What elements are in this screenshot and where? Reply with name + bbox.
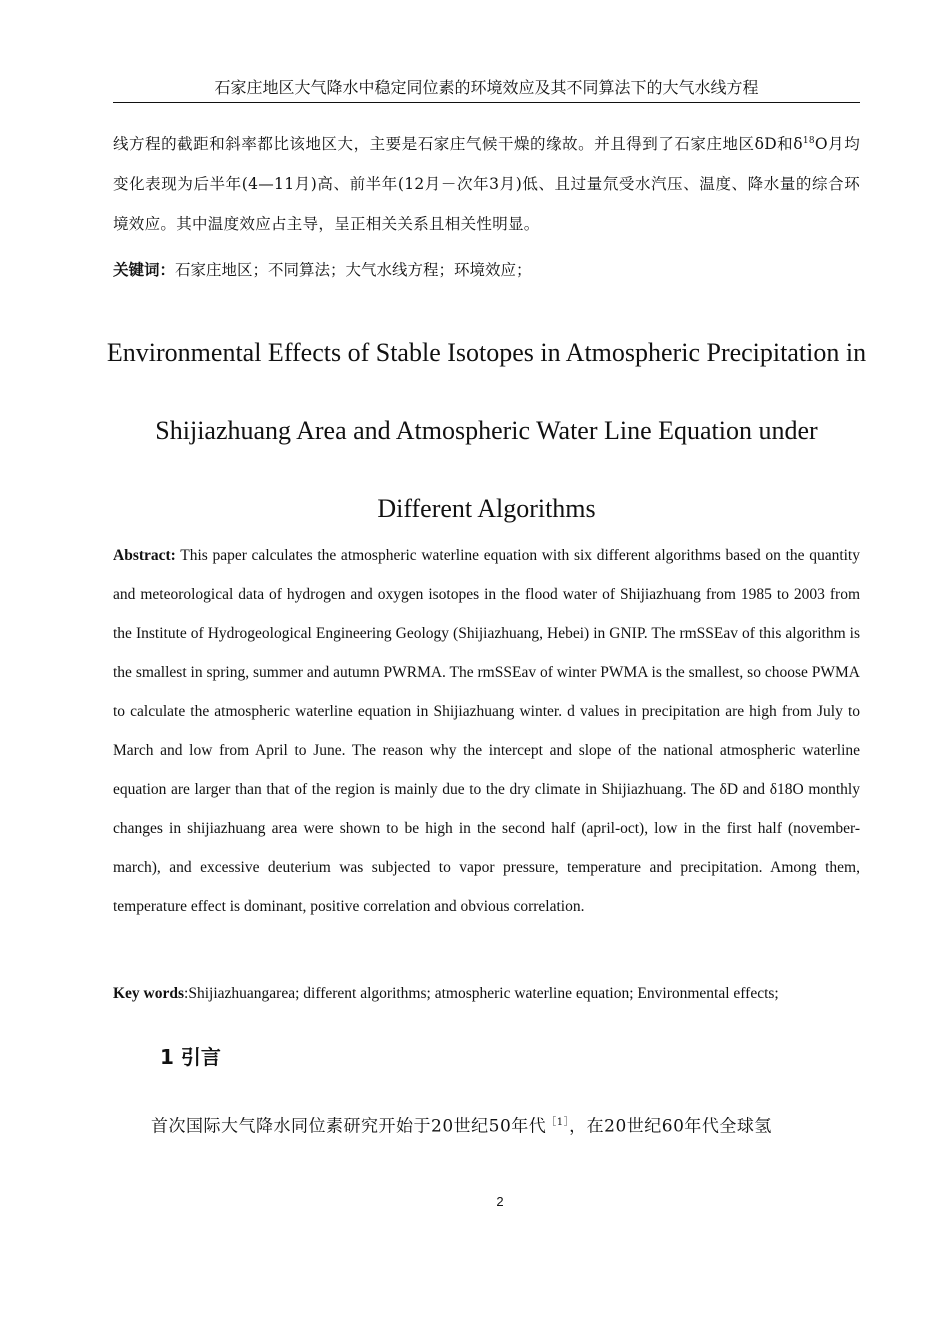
zh-abstract-text-1: 线方程的截距和斜率都比该地区大，主要是石家庄气候干燥的缘故。并且得到了石家庄地区δD和δ bbox=[113, 135, 803, 153]
abstract-label: Abstract: bbox=[113, 547, 176, 564]
english-title-line-1: Environmental Effects of Stable Isotopes in Atmospheric Precipitation in bbox=[106, 338, 867, 367]
english-title-line-3: Different Algorithms bbox=[377, 494, 596, 523]
english-title-line-2: Shijiazhuang Area and Atmospheric Water Line Equation under bbox=[155, 416, 818, 445]
page-number: 2 bbox=[496, 1194, 504, 1209]
running-title: 石家庄地区大气降水中稳定同位素的环境效应及其不同算法下的大气水线方程 bbox=[214, 78, 759, 97]
chinese-abstract-continuation bbox=[113, 124, 860, 244]
english-title bbox=[100, 314, 873, 548]
intro-text-end: ，在20世纪60年代全球氢 bbox=[569, 1116, 772, 1137]
section-heading-introduction: 1 引言 bbox=[160, 1045, 221, 1069]
abstract-text: This paper calculates the atmospheric waterline equation with six different algorithms based on the quantity and meteorological data of hydrogen and oxygen isotopes in the flood water of Shijiazhuang from 1985 to 2003 from the Institute of Hydrogeological Engineering Geology (Shijiazhuang, Hebei) in GNIP. The rmSSEav of this algorithm is the smallest in spring, summer and autumn PWRMA. The rmSSEav of winter PWMA is the smallest, so choose PWMA to calculate the atmospheric waterline equation in Shijiazhuang winter. d values in precipitation are high from July to March and low from April to June. The reason why the intercept and slope of the national atmospheric waterline equation are larger than that of the region is mainly due to the dry climate in Shijiazhuang. The δD and δ18O monthly changes in shijiazhuang area were shown to be high in the second half (april-oct), low in the first half (november-march), and excessive deuterium was subjected to vapor pressure, temperature and precipitation. Among them, temperature effect is dominant, positive correlation and obvious correlation. bbox=[113, 547, 860, 915]
english-keywords-text: :Shijiazhuangarea; different algorithms; atmospheric waterline equation; Environmental effects; bbox=[184, 985, 779, 1002]
introduction-paragraph bbox=[113, 1106, 860, 1144]
zh-abstract-text-2: O月均变化表现为后半年(4—11月)高、前半年(12月－次年3月)低、且过量氘受水汽压、温度、降水量的综合环境效应。其中温度效应占主导，呈正相关关系且相关性明显。 bbox=[113, 135, 861, 233]
english-keywords-label: Key words bbox=[113, 985, 185, 1002]
intro-text-start: 首次国际大气降水同位素研究开始于20世纪50年代 bbox=[151, 1116, 547, 1137]
running-header bbox=[113, 76, 860, 103]
chinese-keywords-text: 石家庄地区；不同算法；大气水线方程；环境效应； bbox=[175, 261, 532, 279]
isotope-superscript: 18 bbox=[802, 135, 815, 146]
chinese-keywords-label: 关键词： bbox=[113, 260, 176, 279]
english-keywords bbox=[113, 982, 860, 1006]
citation-ref-1[interactable]: ［1］ bbox=[546, 1117, 570, 1128]
chinese-keywords bbox=[113, 258, 860, 282]
english-abstract bbox=[113, 536, 860, 926]
